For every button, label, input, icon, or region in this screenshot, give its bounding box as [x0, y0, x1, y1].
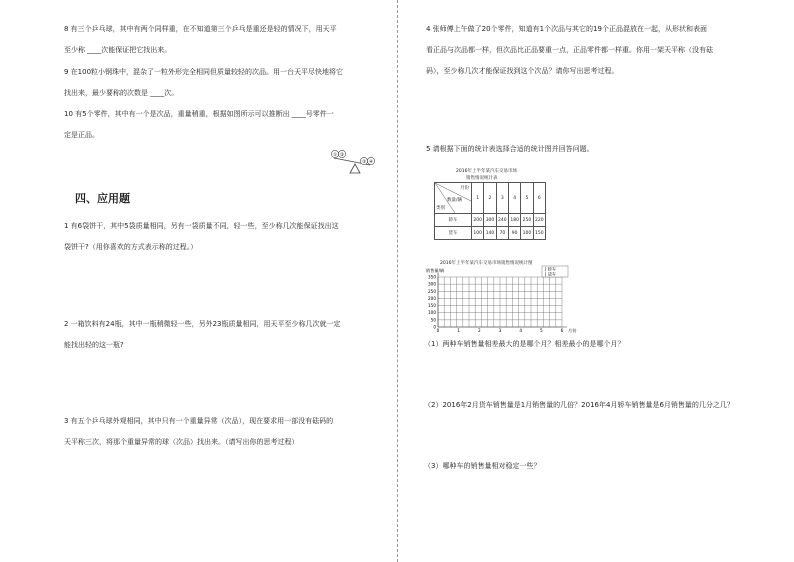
q10-text-1: 10 有5个零件，其中有一个是次品，重量稍重，根据如图所示可以推断出 ____号零件一	[64, 110, 334, 118]
table-row-car	[435, 214, 546, 227]
x-axis-label: 月份	[568, 328, 577, 333]
x-tick-label: 1	[457, 328, 461, 333]
x-tick-label: 0	[436, 328, 440, 333]
table-month-5: 5	[521, 183, 533, 214]
a3-text-1: 3 有五个乒乓球外观相同，其中只有一个重量异常（次品），现在要求用一部没有砝码的	[64, 417, 334, 425]
table-month-6: 6	[533, 183, 545, 214]
table-cell: 100	[472, 227, 484, 240]
part-label-2: ②	[339, 153, 345, 158]
table-cell: 200	[472, 214, 484, 227]
y-tick-label: 300	[428, 281, 436, 287]
sales-chart	[424, 265, 577, 337]
table-month-4: 4	[508, 183, 520, 214]
q4-text-3: 码），至少称几次才能保证找到这个次品？请你写出思考过程。	[426, 67, 619, 75]
table-title-2: 销售情况统计表	[466, 176, 498, 181]
a1-text-2: 袋饼干?（用你喜欢的方式表示称的过程。）	[64, 243, 198, 251]
table-header-row	[435, 183, 546, 214]
table-corner-cell	[435, 183, 472, 214]
part-label-4: ④	[368, 160, 374, 165]
table-cell: 140	[484, 227, 496, 240]
part-label-3: ③	[361, 160, 367, 165]
table-cell: 180	[508, 214, 520, 227]
x-tick-label: 6	[560, 328, 564, 333]
table-row-label: 货车	[435, 227, 472, 240]
a2-text-1: 2 一箱饮料有24瓶，其中一瓶稍微轻一些，另外23瓶质量相同，用天平至少称几次就一定	[64, 320, 341, 328]
q9-text-1: 9 在100粒小钢珠中，混杂了一粒外形完全相同但质量较轻的次品。用一台天平尽快地将它	[64, 68, 344, 76]
y-tick-label: 250	[428, 288, 436, 294]
q10-text-2: 定是正品。	[64, 131, 99, 139]
y-tick-label: 100	[428, 310, 436, 316]
table-cell: 220	[533, 214, 545, 227]
y-tick-label: 150	[428, 303, 436, 309]
legend-item-2: | 货车	[545, 271, 557, 277]
a2-text-2: 能找出轻的这一瓶?	[64, 341, 124, 349]
q9-text-2: 找出来，最少要称的次数是 ____次。	[64, 89, 179, 97]
table-title-1: 2016年上半年某汽车交易市场	[456, 169, 517, 174]
corner-num: 数量/辆	[447, 198, 463, 203]
table-cell: 250	[521, 214, 533, 227]
y-tick-label: 0	[433, 324, 436, 330]
sales-table	[434, 182, 546, 240]
x-tick-label: 5	[539, 328, 543, 333]
x-tick-label: 3	[498, 328, 502, 333]
table-month-1: 1	[472, 183, 484, 214]
q4-text-1: 4 张师傅上午做了20个零件，知道有1个次品与其它的19个正品混放在一起，从形状和表面	[426, 25, 707, 33]
table-cell: 300	[484, 214, 496, 227]
c1-text: （1）两种车销售量相差最大的是哪个月？相差最小的是哪个月？	[424, 340, 625, 348]
a1-text-1: 1 有6袋饼干，其中5袋质量相同，另有一袋质量不同，轻一些，至少称几次能保证找出这	[64, 222, 339, 230]
c2-text: （2）2016年2月货车销售量是1月销售量的几倍？2016年4月轿车销售量是6月销售量的几分之几？	[424, 401, 734, 409]
q8-text-1: 8 有三个乒乓球，其中有两个同样重，在不知道第三个乒乓是重还是轻的情况下，用天平	[64, 25, 337, 33]
table-cell: 70	[496, 227, 508, 240]
part-label-1: ①	[332, 153, 338, 158]
a3-text-2: 天平称三次，将那个重量异常的球（次品）找出来。（请写出你的思考过程）	[64, 438, 299, 446]
balance-scale-figure	[328, 148, 380, 178]
section-title: 四、应用题	[75, 192, 130, 205]
table-cell: 150	[533, 227, 545, 240]
table-cell: 240	[496, 214, 508, 227]
y-tick-label: 350	[428, 274, 436, 280]
corner-month: 月份	[460, 186, 469, 191]
y-tick-label: 200	[428, 295, 436, 301]
balance-fulcrum	[350, 164, 360, 173]
chart-title: 2016年上半年某汽车交易市场销售情况统计图	[440, 261, 533, 266]
table-row-label: 轿车	[435, 214, 472, 227]
y-axis-label: 销售量/辆	[426, 268, 445, 273]
column-divider	[397, 0, 398, 562]
table-cell: 90	[508, 227, 520, 240]
corner-type: 类别	[436, 206, 445, 211]
q8-text-2: 至少称 ____次能保证把它找出来。	[64, 46, 172, 54]
x-tick-label: 4	[519, 328, 523, 333]
table-month-3: 3	[496, 183, 508, 214]
q4-text-2: 看正品与次品都一样，但次品比正品要重一点，正品零件都一样重。你用一架天平称（没有砝	[426, 46, 713, 54]
legend-item-1: | 轿车	[545, 266, 557, 272]
x-tick-label: 2	[477, 328, 481, 333]
table-row-truck	[435, 227, 546, 240]
q5-text: 5 请根据下面的统计表选择合适的统计图并回答问题。	[426, 145, 594, 153]
c3-text: （3）哪种车的销售量相对稳定一些？	[424, 462, 541, 470]
y-tick-label: 50	[430, 317, 436, 323]
table-cell: 100	[521, 227, 533, 240]
table-month-2: 2	[484, 183, 496, 214]
